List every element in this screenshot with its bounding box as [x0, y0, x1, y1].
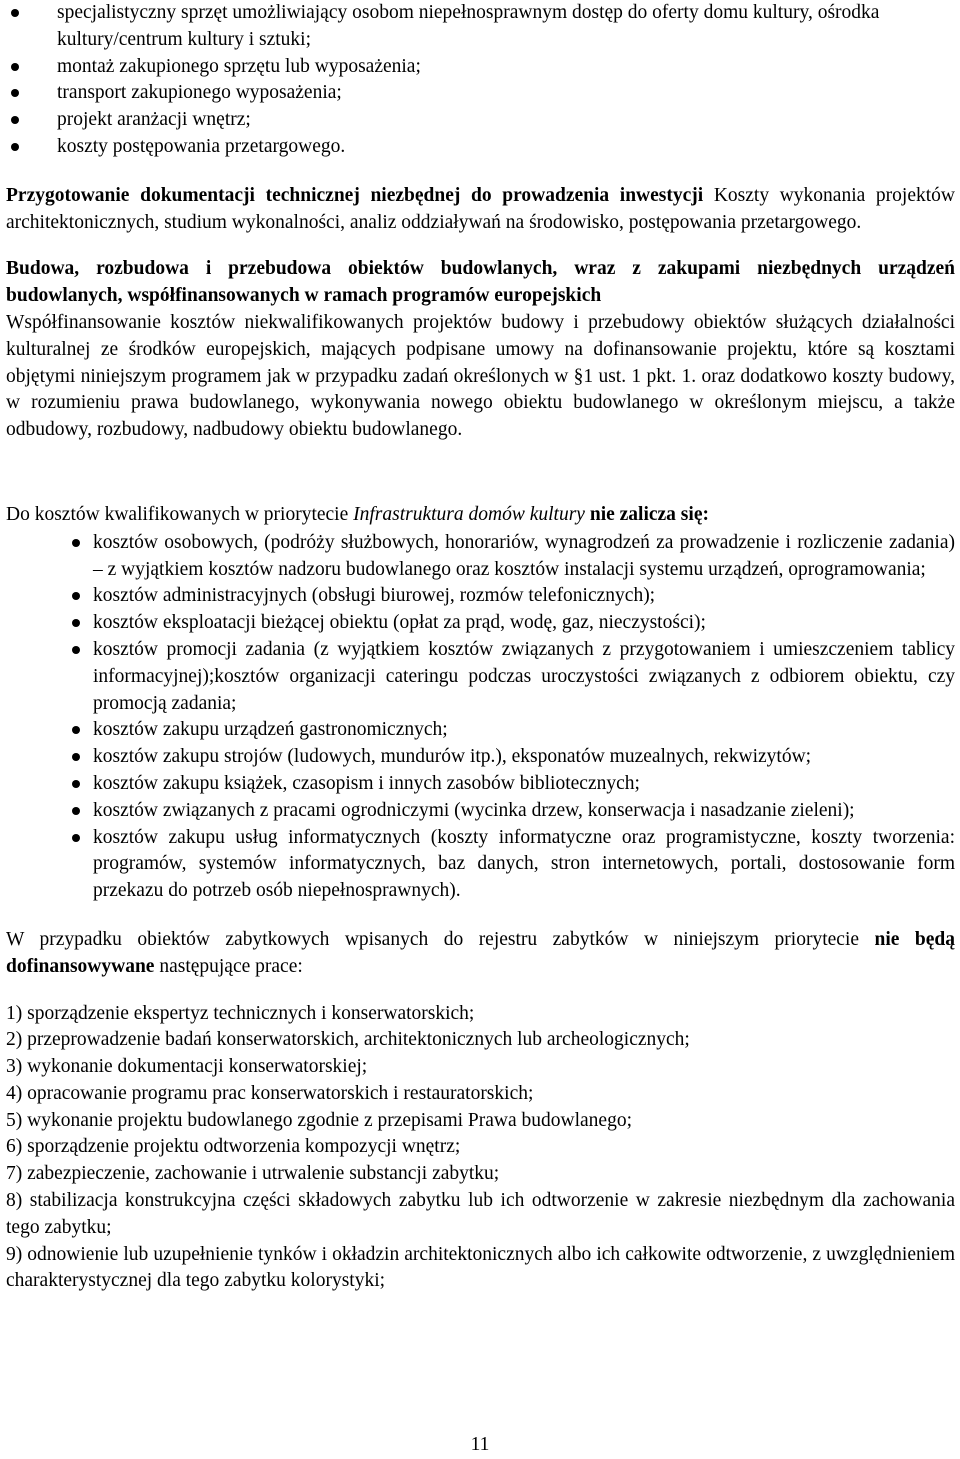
- list-item: projekt aranżacji wnętrz;: [6, 107, 955, 134]
- paragraph-text: Koszty wykonania projektów architektonicznych, studium wykonalności, analiz oddziaływań na środowisko, postępowania przetargowego.: [6, 184, 955, 233]
- list-item: 9) odnowienie lub uzupełnienie tynków i okładzin architektonicznych albo ich całkowite odtworzenie, z uwzględnieniem charakterystycznej dla tego zabytku kolorystyki;: [6, 1243, 955, 1292]
- list-item: 2) przeprowadzenie badań konserwatorskich, architektonicznych lub archeologicznych;: [6, 1029, 690, 1051]
- excluded-works-list: [6, 1001, 955, 1296]
- list-item: kosztów zakupu strojów (ludowych, mundurów itp.), eksponatów muzealnych, rekwizytów;: [6, 744, 955, 771]
- list-item: koszty postępowania przetargowego.: [6, 134, 955, 161]
- non-eligible-intro: Do kosztów kwalifikowanych w priorytecie Infrastruktura domów kultury nie zalicza się:: [6, 503, 709, 525]
- list-item: 6) sporządzenie projektu odtworzenia kompozycji wnętrz;: [6, 1136, 461, 1158]
- excluded-costs-list: [6, 530, 955, 905]
- priority-name: Infrastruktura domów kultury: [353, 503, 585, 525]
- list-item: 4) opracowanie programu prac konserwatorskich i restauratorskich;: [6, 1082, 534, 1104]
- list-item: montaż zakupionego sprzętu lub wyposażenia;: [6, 54, 955, 81]
- list-item: 3) wykonanie dokumentacji konserwatorskiej;: [6, 1056, 368, 1078]
- heritage-objects-paragraph: W przypadku obiektów zabytkowych wpisanych do rejestru zabytków w niniejszym priorytecie nie będą dofinansowywane następujące prace:: [6, 928, 955, 977]
- section-heading: Budowa, rozbudowa i przebudowa obiektów budowlanych, wraz z zakupami niezbędnych urządzeń budowlanych, współfinansowanych w ramach programów europejskich: [6, 258, 955, 307]
- construction-paragraph: Współfinansowanie kosztów niekwalifikowanych projektów budowy i przebudowy obiektów służących działalności kulturalnej ze środków europejskich, mających podpisane umowy na dofinansowanie projektu, które są kosztami objętymi niniejszym programem jak w przypadku zadań określonych w §1 ust. 1 pkt. 1. oraz dodatkowo koszty budowy, w rozumieniu prawa budowlanego, wykonywania nowego obiektu budowlanego w określonym miejscu, a także odbudowy, rozbudowy, nadbudowy obiektu budowlanego.: [6, 311, 955, 441]
- list-item: transport zakupionego wyposażenia;: [6, 80, 955, 107]
- list-item: kosztów związanych z pracami ogrodniczymi (wycinka drzew, konserwacja i nasadzanie zieleni);: [6, 798, 955, 825]
- technical-documentation-paragraph: [6, 183, 955, 237]
- list-item: kosztów eksploatacji bieżącej obiektu (opłat za prąd, wodę, gaz, nieczystości);: [6, 610, 955, 637]
- list-item: kosztów zakupu usług informatycznych (koszty informatyczne oraz programistyczne, koszty tworzenia: programów, systemów informatycznych, baz danych, stron internetowych, portali, dostosowanie form przekazu do potrzeb osób niepełnosprawnych).: [6, 825, 955, 905]
- page-number: 11: [470, 1434, 490, 1455]
- list-item: kosztów administracyjnych (obsługi biurowej, rozmów telefonicznych);: [6, 583, 955, 610]
- emphasis: nie będą dofinansowywane: [6, 928, 955, 977]
- list-item: specjalistyczny sprzęt umożliwiający osobom niepełnosprawnym dostęp do oferty domu kultury, ośrodka kultury/centrum kultury i sztuki;: [6, 0, 955, 54]
- emphasis: nie zalicza się:: [589, 503, 709, 525]
- list-item: 7) zabezpieczenie, zachowanie i utrwalenie substancji zabytku;: [6, 1163, 500, 1185]
- list-item: 1) sporządzenie ekspertyz technicznych i konserwatorskich;: [6, 1002, 475, 1024]
- list-item: 5) wykonanie projektu budowlanego zgodnie z przepisami Prawa budowlanego;: [6, 1109, 632, 1131]
- equipment-cost-list: [6, 0, 955, 161]
- document-page: [6, 0, 955, 1295]
- list-item: kosztów zakupu urządzeń gastronomicznych;: [6, 717, 955, 744]
- list-item: kosztów promocji zadania (z wyjątkiem kosztów związanych z przygotowaniem i umieszczeniem tablicy informacyjnej);kosztów organizacji cateringu podczas uroczystości związanych z odbiorem obiektu, czy promocją zadania;: [6, 637, 955, 717]
- list-item: kosztów osobowych, (podróży służbowych, honorariów, wynagrodzeń za prowadzenie i rozliczenie zadania) – z wyjątkiem kosztów nadzoru budowlanego oraz kosztów instalacji systemu urządzeń, oprogramowania;: [6, 530, 955, 584]
- list-item: kosztów zakupu książek, czasopism i innych zasobów bibliotecznych;: [6, 771, 955, 798]
- list-item: 8) stabilizacja konstrukcyjna części składowych zabytku lub ich odtworzenie w zakresie niezbędnym dla zachowania tego zabytku;: [6, 1190, 955, 1238]
- construction-heading: [6, 256, 955, 310]
- section-heading: Przygotowanie dokumentacji technicznej niezbędnej do prowadzenia inwestycji: [6, 184, 704, 206]
